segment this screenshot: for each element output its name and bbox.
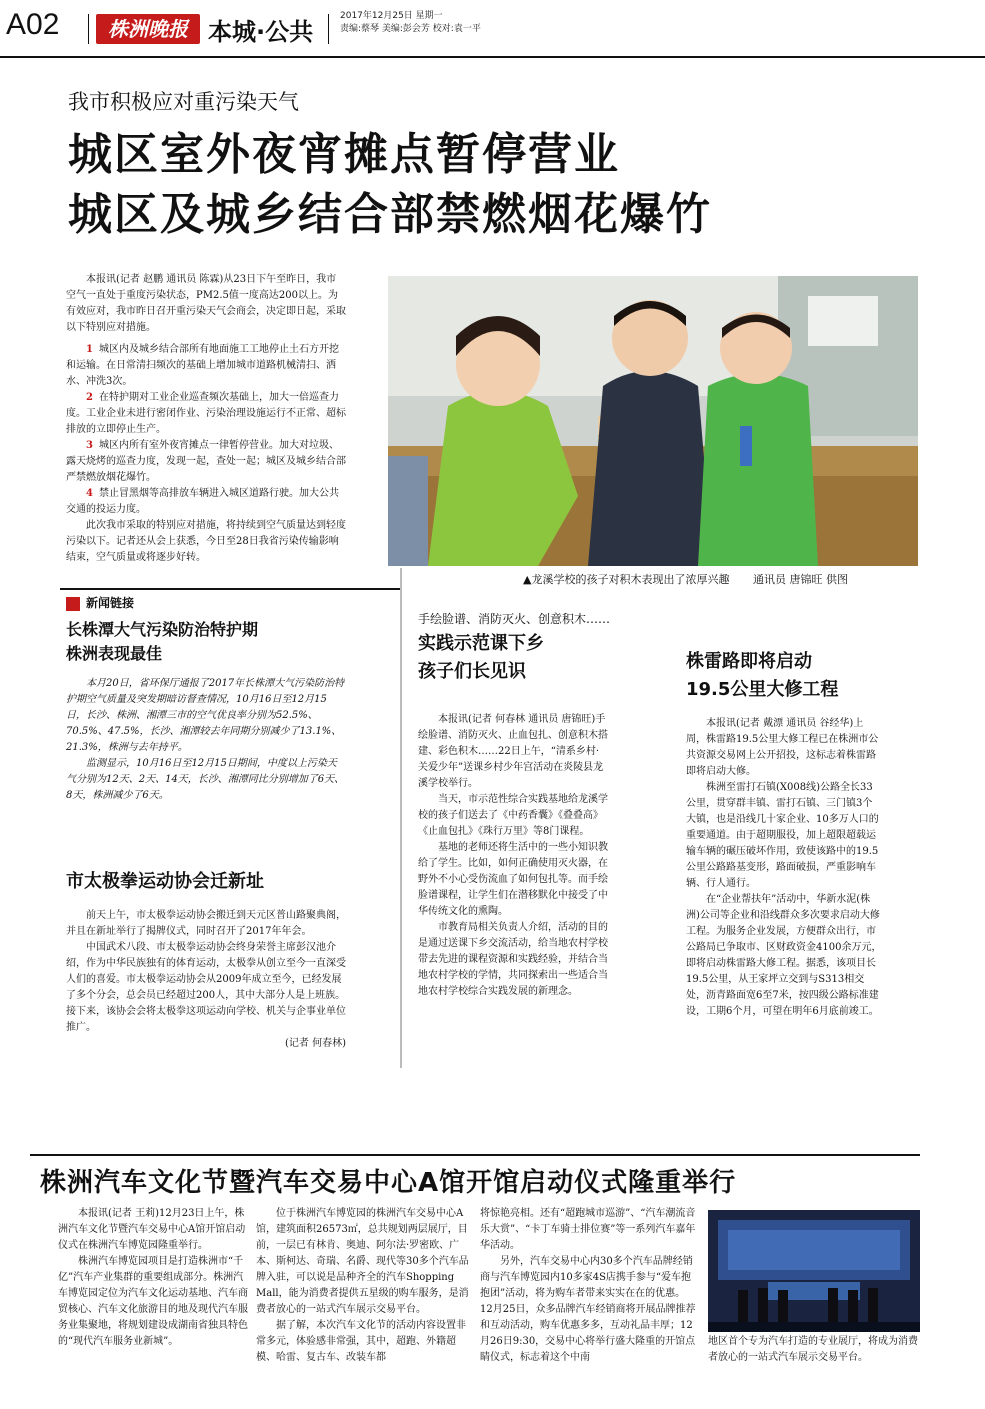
lead-headline-1: 城区室外夜宵摊点暂停营业 (68, 129, 620, 180)
taiji-headline: 市太极拳运动协会迁新址 (66, 871, 264, 892)
newslink-headline: 长株潭大气污染防治特护期 株洲表现最佳 (66, 620, 259, 663)
auto-col2: 位于株洲汽车博览园的株洲汽车交易中心A馆，建筑面积26573㎡，总共规划两层展厅，目前，一层已有林肯、奥迪、阿尔法·罗密欧、广本、斯柯达、奇瑞、名爵、现代等30多个汽车品牌入驻，可以说是品种齐全的汽车Shopping Mall，能为消费者提供五星级的购车服务，是消费者放心的一站式汽车展示交易平台。 据了解，本次汽车文化节的活动内容设置非常多元，体验感非常强，其中，超跑、外籍超模、哈雷、复古车、改装车都 (256, 1208, 469, 1363)
taiji-byline: (记者 何春林) (285, 1038, 346, 1049)
taiji-body: 前天上午，市太极拳运动协会搬迁到天元区普山路聚典阁，并且在新址举行了揭牌仪式，同时召开了2017年年会。 中国武术八段、市太极拳运动协会终身荣誉主席彭汉池介绍，作为中华民族独有的体育运动，太极拳从创立至今一直深受人们的喜爱。市太极拳运动协会从2009年成立至今，已经发展了多个分会，总会员已经超过200人，其中大部分人是上班族。接下来，该协会会将太极拳这项运动向学校、机关与企事业单位推广。 (记者 何春林) (66, 908, 346, 1052)
lead-item: 3 城区内所有室外夜宵摊点一律暂停营业。加大对垃圾、露天烧烤的巡查力度，发现一起，查处一起；城区及城乡结合部严禁燃放烟花爆竹。 (66, 440, 346, 483)
lead-kicker: 我市积极应对重污染天气 (68, 90, 299, 114)
date-line: 2017年12月25日 星期一 (340, 11, 443, 21)
newslink-tag: 新闻链接 (66, 594, 134, 611)
header-divider (328, 14, 329, 44)
newslink-rule (60, 588, 400, 590)
column-divider (400, 568, 402, 1068)
lead-closing: 此次我市采取的特别应对措施，将持续到空气质量达到轻度污染以下。记者还从会上获悉，今日至28日我省污染传输影响结束，空气质量或将逐步好转。 (66, 520, 346, 563)
header-meta (340, 10, 481, 36)
newslink-body: 本月20日，省环保厅通报了2017年长株潭大气污染防治特护期空气质量及突发期暗访督查情况，10月16日至12月15日，长沙、株洲、湘潭三市的空气优良率分别为52.5%、70.5%、47.5%，长沙、湘潭较去年同期分别减少了13.1%、21.3%，株洲与去年持平。 监测显示，10月16日至12月15日期间，中度以上污染天气分别为12天、2天、14天，长沙、湘潭同比分别增加了6天、8天，株洲减少了6天。 (66, 678, 345, 801)
photo1-credit: 通讯员 唐锦旺 供图 (752, 573, 848, 586)
practice-kicker: 手绘脸谱、消防灭火、创意积木…… (418, 612, 611, 626)
editor-line: 责编:蔡琴 美编:彭会芳 校对:袁一平 (340, 24, 481, 34)
lead-intro: 本报讯(记者 赵鹏 通讯员 陈霖)从23日下午至昨日，我市空气一直处于重度污染状态，PM2.5值一度高达200以上。为有效应对，我市昨日召开重污染天气会商会，决定即日起，采取以下特别应对措施。 (66, 274, 346, 333)
auto-ceremony-photo (708, 1210, 920, 1332)
arrow-icon (66, 597, 80, 611)
auto-rule (30, 1154, 920, 1156)
lead-article (66, 272, 346, 566)
page-header (0, 0, 985, 62)
children-blocks-photo (388, 276, 918, 566)
auto-photo-caption: 地区首个专为汽车打造的专业展厅，将成为消费者放心的一站式汽车展示交易平台。 (708, 1336, 918, 1363)
section-title: 本城·公共 (208, 18, 314, 46)
paper-logo: 株洲晚报 (96, 14, 200, 44)
road-body: 本报讯(记者 戴漂 通讯员 谷经华)上周，株雷路19.5公里大修工程已在株洲市公共资源交易网上公开招投，这标志着株雷路即将启动大修。 株洲至雷打石镇(X008线)公路全长33公里，贯穿群丰镇、雷打石镇、三门镇3个大镇，也是沿线几十家企业、10多万人口的重要通道。由于超期服役，加上超限超载运输车辆的碾压破坏作用，致使该路中的19.5公里公路路基变形，路面破损，严重影响车辆、行人通行。 在“企业帮扶年”活动中，华新水泥(株洲)公司等企业和沿线群众多次要求启动大修工程。为服务企业发展，方便群众出行，市公路局已争取市、区财政资金4100余万元，即将启动株雷路大修工程。据悉，该项目长19.5公里，从王家坪立交到与S313相交处，沥青路面宽6至7米，按四级公路标准建设，工期6个月，可望在明年6月底前竣工。 (686, 718, 882, 1017)
header-rule (0, 56, 985, 58)
auto-col1: 本报讯(记者 王莉)12月23日上午，株洲汽车文化节暨汽车交易中心A馆开馆启动仪式在株洲汽车博览园隆重举行。 株洲汽车博览园项目是打造株洲市“千亿”汽车产业集群的重要组成部分。株洲汽车博览园定位为汽车文化运动基地、汽车商贸核心、汽车文化旅游目的地及现代汽车服务业集聚地，将规划建设成湖南省独具特色的“现代汽车服务业新城”。 (58, 1208, 248, 1347)
lead-item: 1 城区内及城乡结合部所有地面施工工地停止土石方开挖和运输。在日常清扫频次的基础上增加城市道路机械清扫、洒水、冲洗3次。 (66, 344, 339, 387)
practice-headline: 实践示范课下乡 孩子们长见识 (418, 633, 544, 682)
practice-body: 本报讯(记者 何春林 通讯员 唐锦旺)手绘脸谱、消防灭火、止血包扎、创意积木搭建、彩色积木……22日上午，“清系乡村·关爱少年”送课乡村少年宫活动在炎陵县龙溪学校举行。 当天，市示范性综合实践基地给龙溪学校的孩子们送去了《中药香囊》《叠叠高》《止血包扎》《珠行万里》等8门课程。 基地的老师还将生活中的一些小知识教给了学生。比如，如何正确使用灭火器，在野外不小心受伤流血了如何包扎等。而手绘脸谱课程，让学生们在潜移默化中接受了中华传统文化的熏陶。 市教育局相关负责人介绍，活动的目的是通过送课下乡交流活动，给当地农村学校带去先进的课程资源和实践经验，并结合当地农村学校的学情，共同探索出一些适合当地农村学校综合实践发展的新理念。 (418, 714, 608, 997)
auto-col3: 将惊艳亮相。还有“超跑城市巡游”、“汽车潮流音乐大赏”、“卡丁车骑士排位赛”等一系列汽车嘉年华活动。 另外，汽车交易中心内30多个汽车品牌经销商与汽车博览园内10多家4S店携手参与“爱车抱抱团”活动，将为购车者带来实实在在的优惠。12月25日，众多品牌汽车经销商将开展品牌推荐和互动活动，购车优惠多多，互动礼品丰厚；12月26日9:30，交易中心将举行盛大隆重的开馆点睛仪式，标志着这个中南 (480, 1208, 696, 1363)
photo1-caption-text: ▲龙溪学校的孩子对积木表现出了浓厚兴趣 (523, 573, 730, 586)
auto-headline: 株洲汽车文化节暨汽车交易中心A馆开馆启动仪式隆重举行 (40, 1168, 737, 1198)
photo1-caption (523, 572, 923, 588)
page-number: A02 (6, 8, 60, 41)
lead-item: 2 在特护期对工业企业巡查频次基础上，加大一倍巡查力度。工业企业未进行密闭作业、污染治理设施运行不正常、超标排放的立即停止生产。 (66, 392, 346, 435)
lead-headline-2: 城区及城乡结合部禁燃烟花爆竹 (68, 189, 712, 240)
header-divider (88, 14, 89, 44)
road-headline: 株雷路即将启动 19.5公里大修工程 (686, 651, 839, 700)
lead-item: 4 禁止冒黑烟等高排放车辆进入城区道路行驶。加大公共交通的投运力度。 (66, 488, 339, 515)
